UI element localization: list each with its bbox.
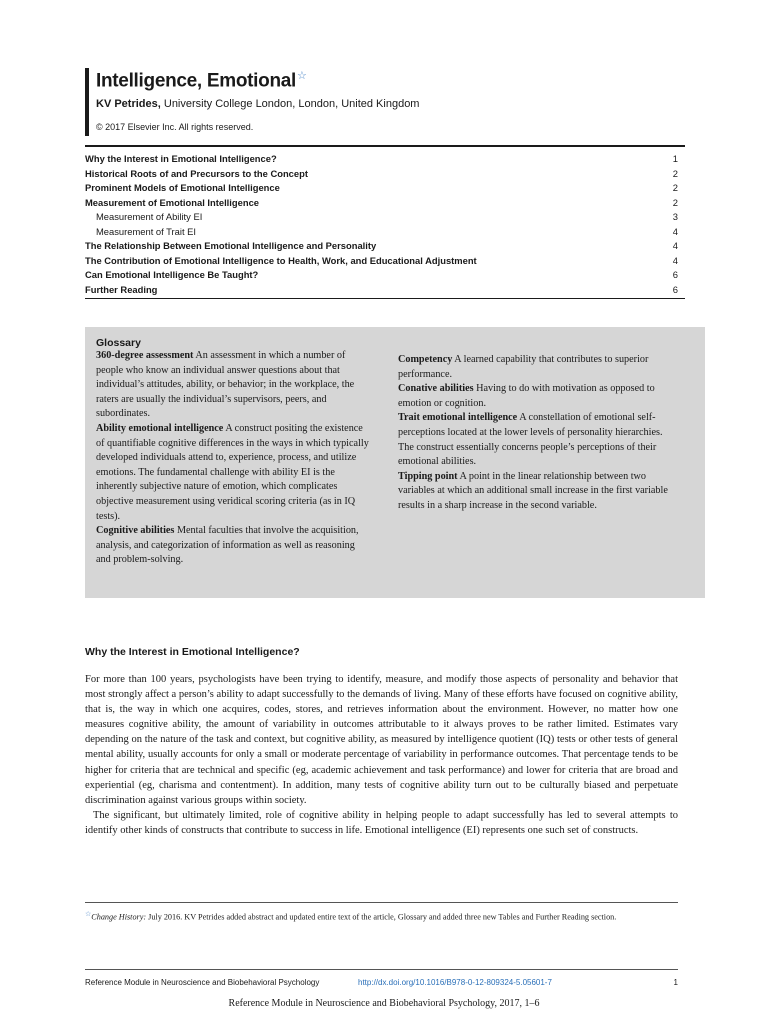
glossary-term: Ability emotional intelligence <box>96 422 224 434</box>
article-title-text: Intelligence, Emotional <box>96 70 297 92</box>
toc-entry-label: The Contribution of Emotional Intelligence to Health, Work, and Educational Adjustment <box>85 254 477 266</box>
toc-entry[interactable] <box>85 152 678 167</box>
footnote-rule <box>85 902 678 903</box>
glossary-left-column <box>96 349 369 568</box>
footnote-label: Change History: <box>91 912 147 922</box>
toc-entry-label: Measurement of Emotional Intelligence <box>85 196 259 208</box>
glossary-entry <box>398 353 676 382</box>
toc-entry-page: 4 <box>672 240 678 251</box>
change-history-star-icon[interactable]: ☆ <box>297 70 307 82</box>
author-name: KV Petrides, <box>96 98 161 110</box>
toc-entry-page: 4 <box>672 225 678 237</box>
section-body <box>85 672 678 838</box>
glossary-box <box>85 327 705 598</box>
footer-rule <box>85 969 678 970</box>
header-accent-bar <box>85 68 89 136</box>
table-of-contents <box>85 152 678 297</box>
glossary-definition: Having to do with motivation as opposed to emotion or cognition. <box>398 383 655 409</box>
glossary-entry <box>96 349 369 422</box>
glossary-definition: A learned capability that contributes to superior performance. <box>398 354 649 380</box>
footnote-star-icon: ☆ <box>85 910 92 918</box>
glossary-entry <box>96 422 369 524</box>
glossary-definition: A constellation of emotional self-perceptions located at the lower levels of personality hierarchies. The construct essentially concerns people’s perceptions of their emotional abilities. <box>398 412 663 468</box>
glossary-definition: A point in the linear relationship between two variables at which an additional small increase in the first variable results in a sharp increase in the second variable. <box>398 470 668 511</box>
glossary-term: Conative abilities <box>398 383 474 395</box>
toc-entry-page: 2 <box>672 167 678 179</box>
toc-entry-page: 4 <box>672 254 678 266</box>
toc-entry[interactable] <box>85 167 678 182</box>
author-line <box>96 98 419 110</box>
footer-journal: Reference Module in Neuroscience and Biobehavioral Psychology <box>85 978 320 987</box>
toc-entry-page: 1 <box>672 153 678 164</box>
footnote <box>85 908 678 924</box>
toc-entry[interactable] <box>85 210 678 225</box>
glossary-term: Trait emotional intelligence <box>398 412 518 424</box>
glossary-entry <box>398 411 676 469</box>
toc-entry[interactable] <box>85 196 678 211</box>
toc-entry[interactable] <box>85 239 678 254</box>
toc-bottom-rule <box>85 298 685 299</box>
body-paragraph: The significant, but ultimately limited, role of cognitive ability in helping people to adapt successfully has led to several attempts to identify other kinds of constructs that contribute to success in life. Emotional intelligence (EI) represents one such set of constructs. <box>85 809 678 836</box>
section-heading: Why the Interest in Emotional Intelligence? <box>85 646 300 658</box>
toc-entry[interactable] <box>85 268 678 283</box>
glossary-definition: Mental faculties that involve the acquisition, analysis, and categorization of information as well as reasoning and problem-solving. <box>96 525 359 566</box>
toc-entry[interactable] <box>85 254 678 269</box>
citation-line: Reference Module in Neuroscience and Biobehavioral Psychology, 2017, 1–6 <box>228 998 540 1009</box>
glossary-term: 360-degree assessment <box>96 350 194 361</box>
toc-entry-label: Can Emotional Intelligence Be Taught? <box>85 269 259 280</box>
toc-entry-label: Why the Interest in Emotional Intelligence? <box>85 153 277 164</box>
toc-entry-label: The Relationship Between Emotional Intelligence and Personality <box>85 240 377 251</box>
doi-link[interactable]: http://dx.doi.org/10.1016/B978-0-12-809324-5.05601-7 <box>358 978 552 987</box>
glossary-term: Competency <box>398 354 453 365</box>
glossary-term: Tipping point <box>398 470 458 482</box>
body-paragraph: For more than 100 years, psychologists have been trying to identify, measure, and modify those aspects of personality and behavior that most strongly affect a person’s ability to adapt successfully to the demands of living. Many of these efforts have focused on cognitive ability, that is, the way in which one acquires, codes, stores, and retrieves information about the environment. However, no matter how one measures cognitive ability, the amount of variability in outcomes attributable to it always proves to be rather limited. Estimates vary depending on the nature of the task and context, but cognitive ability, as measured by intelligence quotient (IQ) tests or other tests of general mental ability, usually accounts for only a small or moderate percentage of variability in performance outcomes. That percentage tends to be higher for criteria that are technical and specific (eg, academic achievement and task performance) and lower for criteria that are broad and experiential (eg, charisma and contentment). In addition, many tests of cognitive ability turn out to be culturally biased and perpetuate discrimination against various groups within society. <box>85 674 678 806</box>
toc-entry-page: 2 <box>672 196 678 208</box>
toc-entry[interactable] <box>85 225 678 240</box>
glossary-entry <box>398 382 676 411</box>
article-title <box>96 69 307 92</box>
toc-top-rule <box>85 145 685 147</box>
toc-entry-label: Prominent Models of Emotional Intelligence <box>85 182 280 193</box>
page-number: 1 <box>673 978 678 987</box>
toc-entry-page: 6 <box>672 283 678 295</box>
glossary-right-column <box>398 353 676 514</box>
toc-entry-page: 3 <box>672 211 678 222</box>
glossary-term: Cognitive abilities <box>96 525 175 537</box>
toc-entry-label: Further Reading <box>85 283 158 295</box>
author-affiliation: University College London, London, United Kingdom <box>160 98 420 110</box>
copyright-notice: © 2017 Elsevier Inc. All rights reserved. <box>96 122 254 132</box>
toc-entry[interactable] <box>85 181 678 196</box>
toc-entry-page: 6 <box>672 269 678 280</box>
glossary-entry <box>398 470 676 514</box>
toc-entry-label: Measurement of Ability EI <box>96 211 203 222</box>
article-header <box>85 68 685 136</box>
footnote-text: July 2016. KV Petrides added abstract and updated entire text of the article, Glossary and added three new Tables and Further Reading section. <box>146 912 617 922</box>
glossary-definition: An assessment in which a number of people who know an individual answer questions about that individual’s attitudes, ability, or behavior; in the workplace, the raters are usually the individual’s supervisors, peers, and subordinates. <box>96 350 355 420</box>
toc-entry-label: Measurement of Trait EI <box>96 225 197 237</box>
toc-entry[interactable] <box>85 283 678 298</box>
glossary-definition: A construct positing the existence of quantifiable cognitive differences in the ways in which typically developed individuals attend to, experience, process, and utilize emotions. The fundamental challenge with ability EI is the inherently subjective nature of emotion, which complicates objective measurement using veridical scoring criteria (as in IQ tests). <box>96 422 369 522</box>
toc-entry-label: Historical Roots of and Precursors to the Concept <box>85 167 308 179</box>
glossary-heading: Glossary <box>96 337 141 349</box>
toc-entry-page: 2 <box>672 182 678 193</box>
glossary-entry <box>96 524 369 568</box>
